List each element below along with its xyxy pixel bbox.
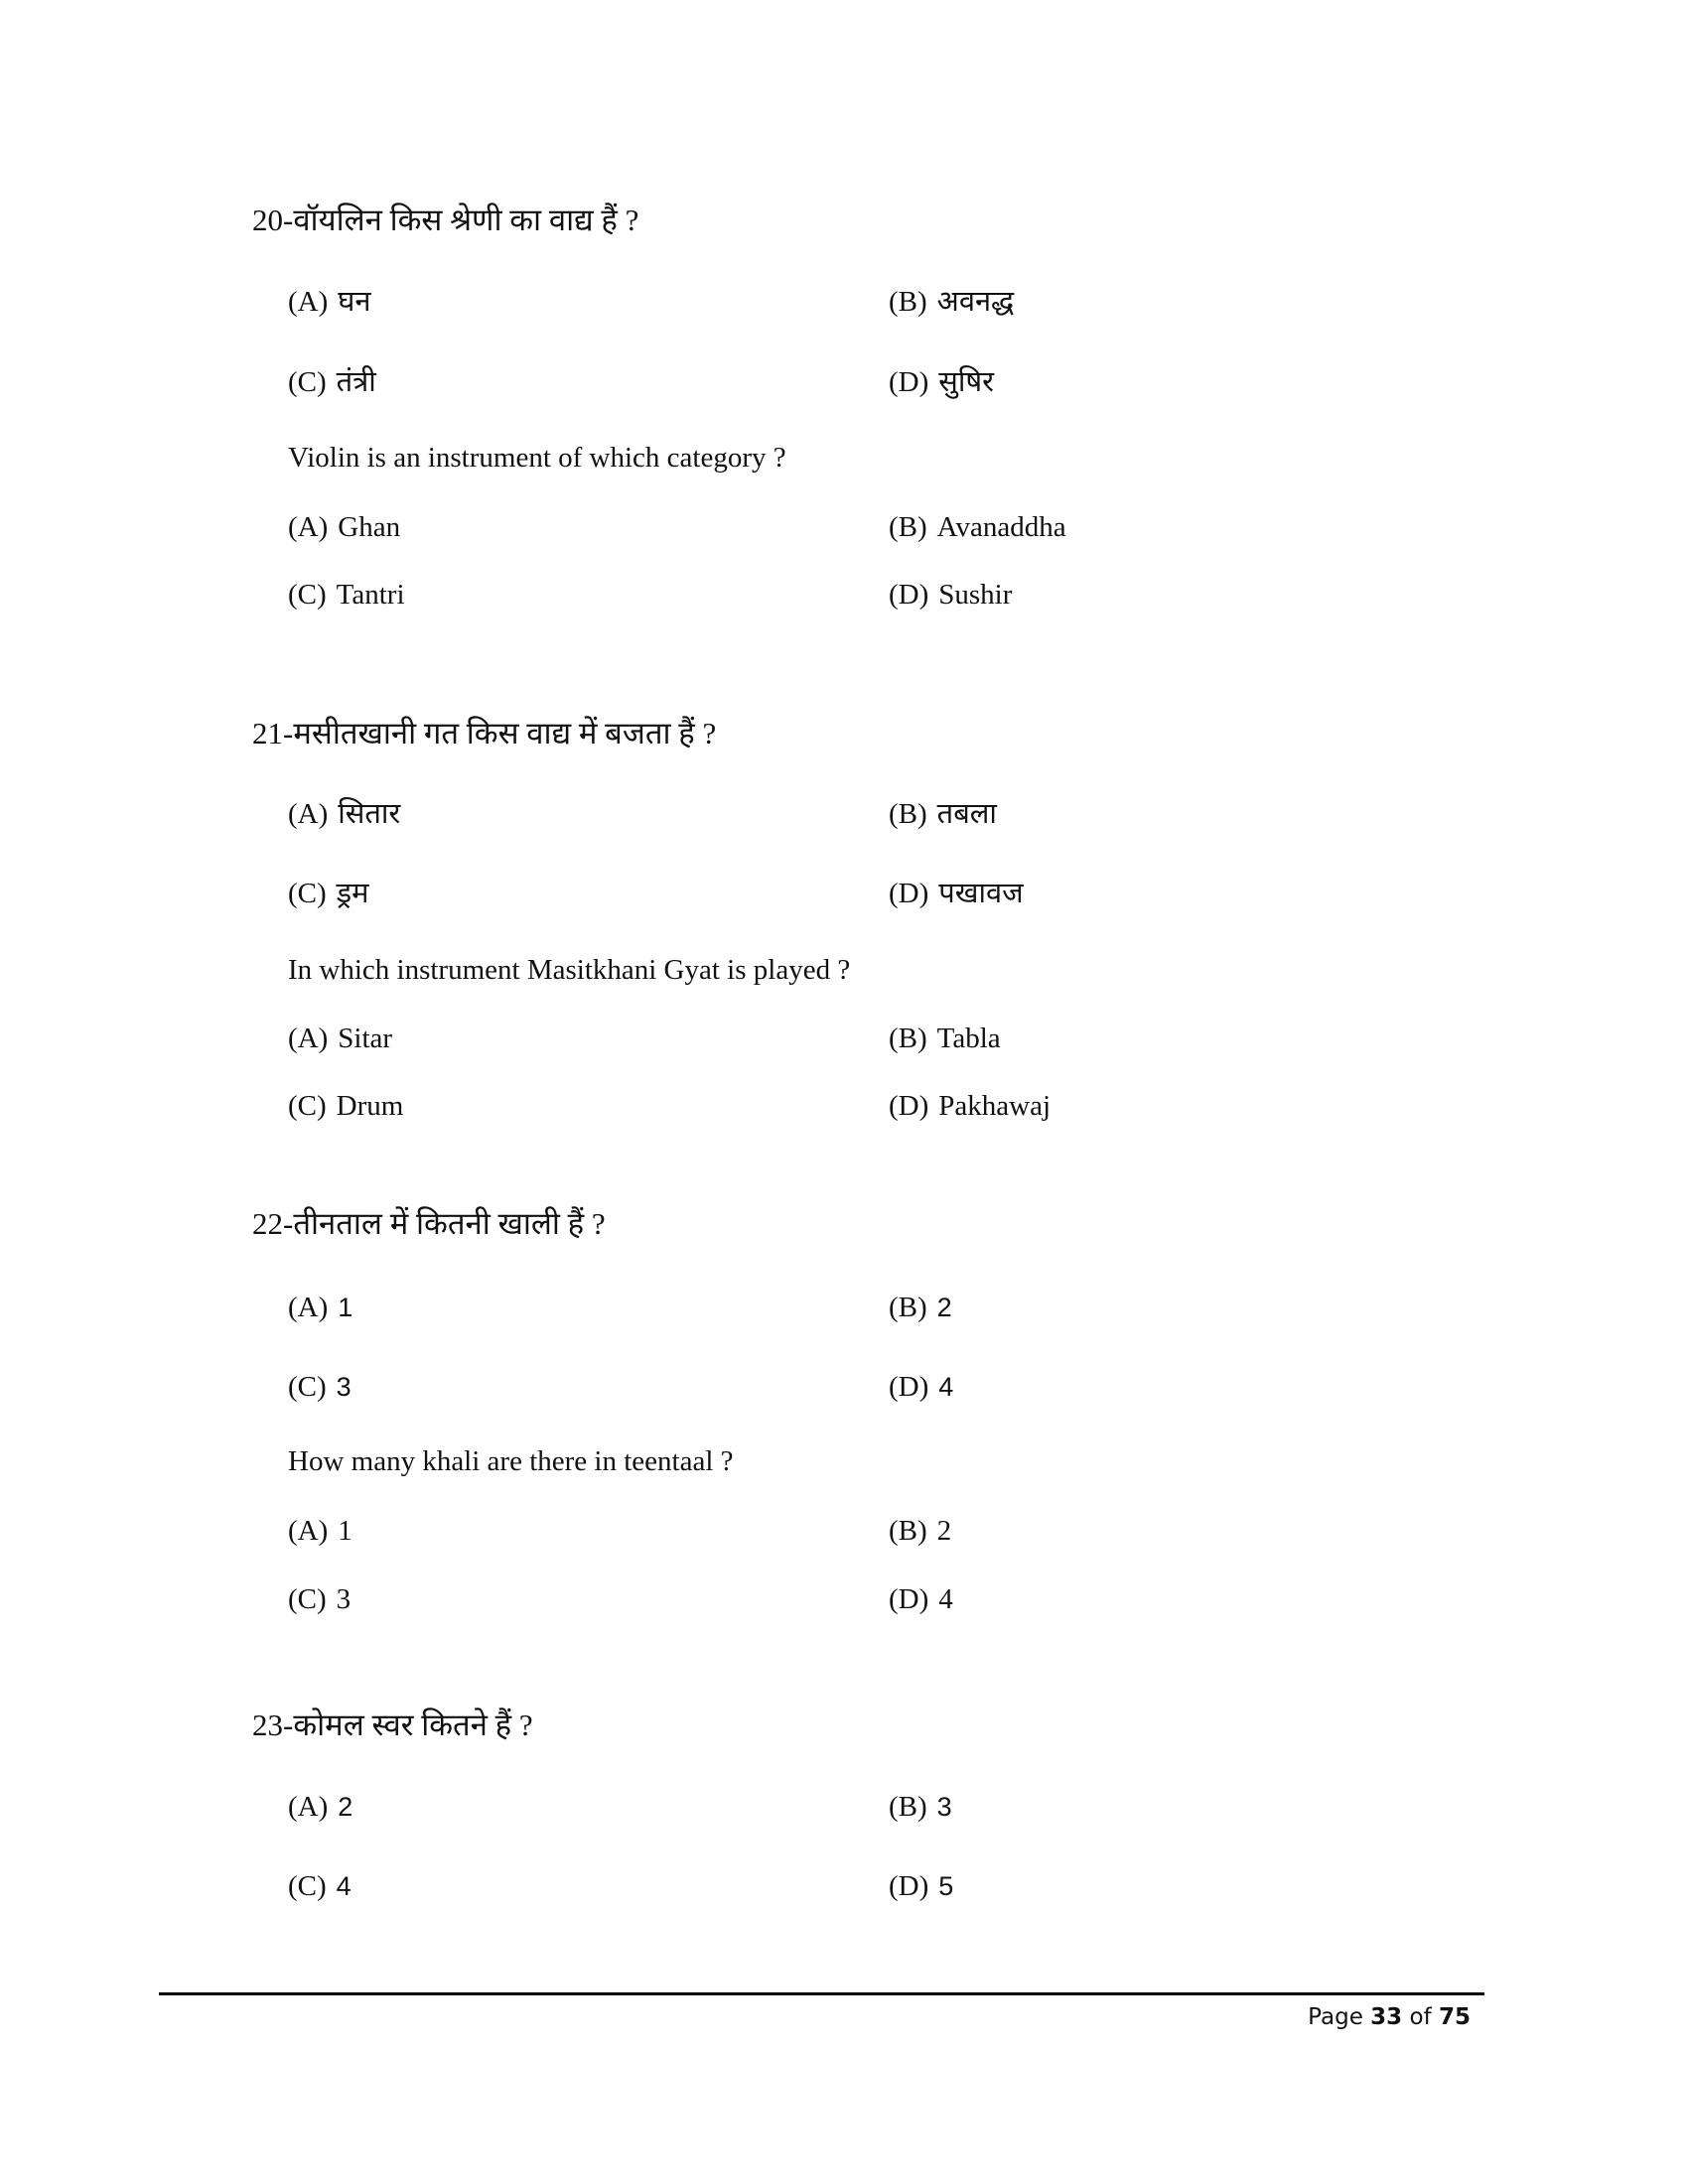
page-word: Page — [1308, 2004, 1363, 2030]
option-label: (A) — [288, 511, 329, 543]
option-label: (C) — [288, 366, 327, 398]
option-b — [889, 509, 1066, 545]
option-label: (B) — [889, 1023, 927, 1054]
option-text: Tantri — [336, 579, 405, 611]
question-22-hindi: 22-तीनताल में कितनी खाली हैं ? — [252, 1206, 606, 1241]
option-text: 5 — [938, 1871, 954, 1901]
option-label: (A) — [288, 1791, 329, 1823]
option-label: (B) — [889, 1292, 927, 1323]
question-22-english: How many khali are there in teentaal ? — [288, 1445, 734, 1477]
option-text: 2 — [338, 1792, 353, 1822]
option-text: Avanaddha — [936, 511, 1066, 543]
option-text: Sushir — [938, 579, 1013, 611]
option-text: घन — [338, 286, 371, 318]
option-label: (A) — [288, 1515, 329, 1547]
option-text: सितार — [338, 798, 401, 830]
total-pages: 75 — [1438, 2004, 1471, 2030]
option-label: (D) — [889, 1371, 929, 1403]
option-c — [288, 1369, 352, 1405]
question-21-hindi: 21-मसीतखानी गत किस वाद्य में बजता हैं ? — [252, 716, 717, 751]
option-b — [889, 1290, 952, 1325]
option-d — [889, 577, 1012, 613]
option-a — [288, 1513, 352, 1549]
option-text: ड्रम — [336, 878, 369, 909]
option-label: (B) — [889, 511, 927, 543]
option-label: (C) — [288, 1583, 327, 1615]
option-text: 3 — [336, 1583, 352, 1615]
current-page: 33 — [1370, 2004, 1403, 2030]
page-number — [1308, 2004, 1471, 2030]
option-label: (C) — [288, 878, 327, 909]
option-text: Drum — [336, 1090, 404, 1122]
option-a — [288, 1789, 352, 1825]
option-text: 2 — [936, 1515, 952, 1547]
option-label: (C) — [288, 1371, 327, 1403]
footer-divider — [159, 1992, 1484, 1995]
option-b — [889, 1021, 1001, 1056]
option-b — [889, 796, 997, 832]
question-20-english: Violin is an instrument of which category ? — [288, 442, 786, 474]
option-text: 4 — [938, 1583, 953, 1615]
option-text: Pakhawaj — [938, 1090, 1052, 1122]
option-c — [288, 1868, 352, 1904]
option-text: सुषिर — [938, 366, 995, 398]
option-label: (D) — [889, 878, 929, 909]
option-text: Sitar — [338, 1023, 393, 1054]
option-label: (D) — [889, 579, 929, 611]
option-label: (A) — [288, 286, 329, 318]
option-text: 4 — [938, 1372, 954, 1402]
option-text: 1 — [338, 1515, 352, 1547]
option-label: (C) — [288, 1870, 327, 1902]
option-label: (D) — [889, 366, 929, 398]
option-d — [889, 364, 994, 400]
option-text: तबला — [936, 798, 997, 830]
question-23-hindi: 23-कोमल स्वर कितने हैं ? — [252, 1707, 533, 1742]
option-label: (B) — [889, 798, 927, 830]
option-a — [288, 509, 400, 545]
of-word: of — [1409, 2004, 1432, 2030]
option-d — [889, 1088, 1051, 1124]
option-label: (C) — [288, 579, 327, 611]
option-d — [889, 876, 1024, 911]
option-label: (B) — [889, 286, 927, 318]
option-text: अवनद्ध — [936, 286, 1015, 318]
option-label: (D) — [889, 1090, 929, 1122]
option-text: 3 — [936, 1792, 952, 1822]
option-a — [288, 1021, 392, 1056]
option-label: (D) — [889, 1870, 929, 1902]
option-label: (A) — [288, 1023, 329, 1054]
question-21-english: In which instrument Masitkhani Gyat is played ? — [288, 954, 851, 986]
option-d — [889, 1581, 953, 1617]
option-label: (C) — [288, 1090, 327, 1122]
option-c — [288, 1088, 403, 1124]
option-label: (D) — [889, 1583, 929, 1615]
option-text: Ghan — [338, 511, 401, 543]
option-c — [288, 876, 369, 911]
question-20-hindi: 20-वॉयलिन किस श्रेणी का वाद्य हैं ? — [252, 203, 639, 237]
option-text: 1 — [338, 1293, 353, 1322]
option-c — [288, 1581, 351, 1617]
option-text: 2 — [936, 1293, 952, 1322]
option-d — [889, 1868, 953, 1904]
option-b — [889, 284, 1014, 320]
option-text: 3 — [336, 1372, 352, 1402]
option-text: Tabla — [936, 1023, 1001, 1054]
option-a — [288, 284, 371, 320]
option-d — [889, 1369, 953, 1405]
option-b — [889, 1789, 952, 1825]
option-text: पखावज — [938, 878, 1024, 909]
option-label: (A) — [288, 798, 329, 830]
option-a — [288, 1290, 352, 1325]
option-label: (B) — [889, 1791, 927, 1823]
option-c — [288, 577, 405, 613]
option-b — [889, 1513, 951, 1549]
option-label: (B) — [889, 1515, 927, 1547]
option-a — [288, 796, 400, 832]
option-c — [288, 364, 376, 400]
option-label: (A) — [288, 1292, 329, 1323]
option-text: 4 — [336, 1871, 352, 1901]
option-text: तंत्री — [336, 366, 376, 398]
